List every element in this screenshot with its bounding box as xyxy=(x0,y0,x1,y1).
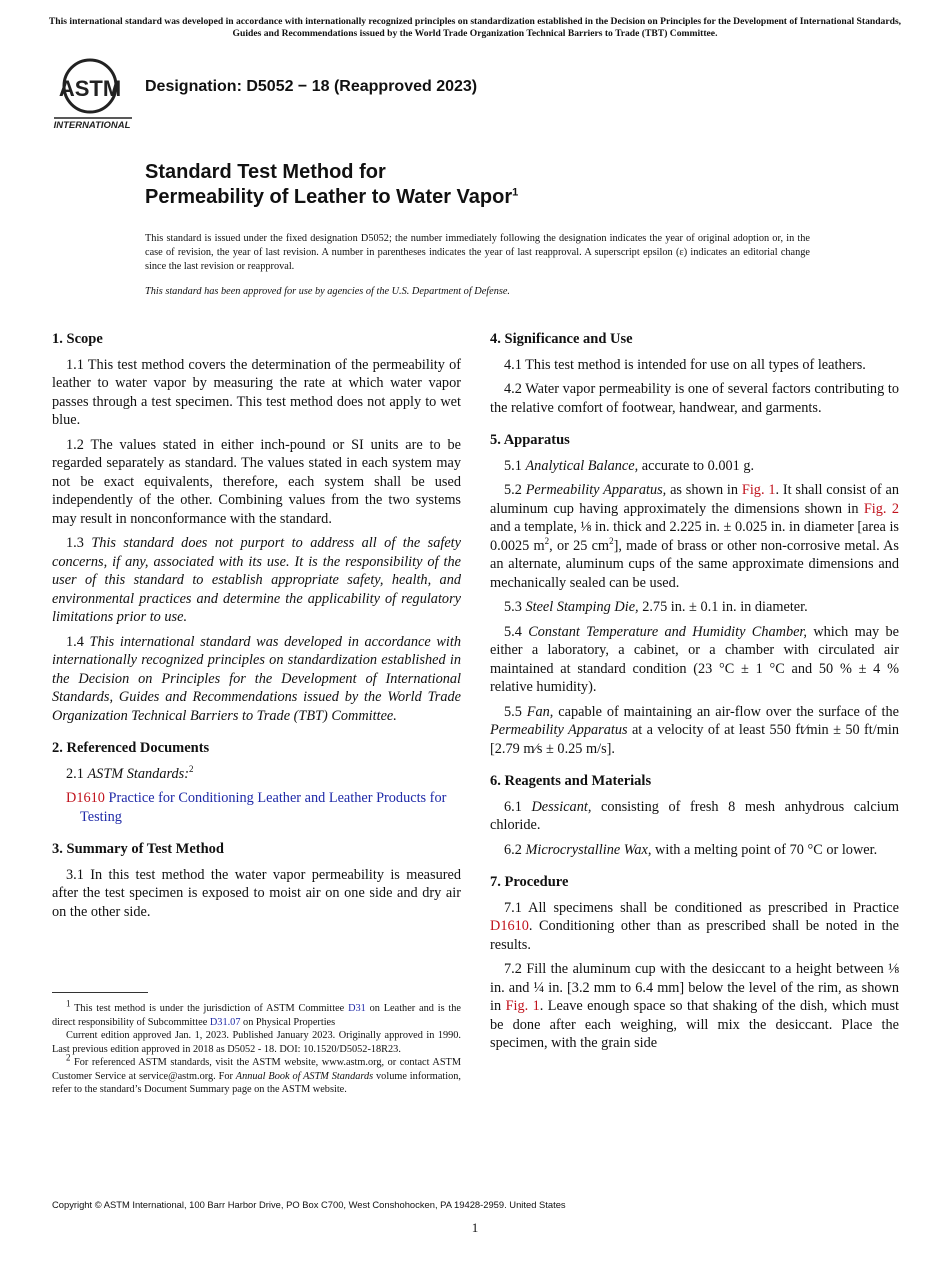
paragraph-4-1: 4.1 This test method is intended for use on all types of leathers. xyxy=(504,356,866,373)
section-heading-procedure: 7. Procedure xyxy=(490,874,569,890)
paragraph-1-2: 1.2 The values stated in either inch-pound or SI units are to be regarded separately as standard. The values stated in each system may not be exact equivalents, therefore, each system shall be used independently of the other. Combining values from the two systems may result in nonconformance with the standard. xyxy=(52,436,461,527)
p6-1-term: Dessicant, xyxy=(531,798,592,815)
designation: Designation: D5052 − 18 (Reapproved 2023) xyxy=(145,78,478,95)
section-heading-significance: 4. Significance and Use xyxy=(490,331,633,347)
footnotes xyxy=(52,998,461,1097)
paragraph-7-1 xyxy=(490,899,899,955)
reference-title-link[interactable]: Practice for Conditioning Leather and Leather Products for Testing xyxy=(80,790,447,825)
footnote-divider xyxy=(52,992,148,993)
page-title xyxy=(145,160,518,210)
paragraph-2-1-text: ASTM Standards: xyxy=(87,765,189,782)
p5-5-term2: Permeability Apparatus xyxy=(490,722,628,738)
p7-2-b: . Leave enough space so that shaking of the dish, which must be done after each weighing, will mix the desiccant. Place the specimen, with the grain side xyxy=(490,998,899,1051)
footnote-1-b: on Leather and is the direct responsibility of Subcommittee xyxy=(52,1003,461,1028)
logo-subtext: INTERNATIONAL xyxy=(53,120,131,131)
p5-2-term: Permeability Apparatus, xyxy=(525,482,667,498)
p5-4-text: which may be either a laboratory, a cabinet, or a chamber with circulated air maintained at standard condition (23 °C ± 1 °C and 50 % ± 4 % relative humidity). xyxy=(490,623,900,695)
paragraph-5-3 xyxy=(490,598,899,617)
footnote-1-c: on Physical Properties xyxy=(240,1016,336,1028)
footnote-edition: Current edition approved Jan. 1, 2023. Published January 2023. Originally approved in 1990. Last previous edition approved in 2018 as D5052 - 18. DOI: 10.1520/D5052-18R23. xyxy=(52,1030,461,1055)
reference-d1610[interactable] xyxy=(52,789,461,826)
p6-2-num: 6.2 xyxy=(504,841,526,858)
approval-statement: This standard has been approved for use by agencies of the U.S. Department of Defense. xyxy=(145,286,511,297)
footnote-2-a: For referenced ASTM standards, visit the ASTM website, www.astm.org, or contact ASTM Customer Service at service@astm.org. For xyxy=(52,1057,461,1082)
copyright: Copyright © ASTM International, 100 Barr Harbor Drive, PO Box C700, West Conshohocken, PA 19428-2959. United States xyxy=(52,1199,566,1210)
fig-1-link[interactable]: Fig. 1 xyxy=(741,482,776,498)
p5-2-sup2: 2 xyxy=(609,535,614,546)
p5-1-text: accurate to 0.001 g. xyxy=(638,457,755,474)
p7-1-a: 7.1 All specimens shall be conditioned as prescribed in Practice xyxy=(504,899,899,916)
paragraph-5-5 xyxy=(490,703,899,759)
paragraph-7-2 xyxy=(490,960,899,1053)
logo-text: ASTM xyxy=(58,76,122,101)
footnote-2-mark: 2 xyxy=(66,1052,71,1063)
footnote-1-a: This test method is under the jurisdiction of ASTM Committee xyxy=(70,1003,349,1014)
p6-2-text: with a melting point of 70 °C or lower. xyxy=(651,841,878,858)
title-line-2 xyxy=(145,185,518,210)
paragraph-5-2 xyxy=(490,481,899,592)
p5-2-a: as shown in xyxy=(666,482,742,498)
p5-3-term: Steel Stamping Die, xyxy=(525,599,639,615)
footnote-1-mark: 1 xyxy=(66,998,71,1009)
paragraph-5-4 xyxy=(490,623,899,697)
section-heading-apparatus: 5. Apparatus xyxy=(490,432,570,448)
p5-4-term: Constant Temperature and Humidity Chamber, xyxy=(528,623,807,640)
p5-5-term: Fan, xyxy=(526,703,554,720)
footnote-2-b: volume information, refer to the standard’s Document Summary page on the ASTM website. xyxy=(52,1070,461,1095)
p5-1-num: 5.1 xyxy=(504,457,526,474)
paragraph-2-1 xyxy=(52,765,461,784)
footnote-2-italic: Annual Book of ASTM Standards xyxy=(235,1070,374,1082)
p5-2-b: . It shall consist of an aluminum cup having approximately the dimensions shown in xyxy=(490,482,899,517)
fig-1-link-2[interactable]: Fig. 1 xyxy=(505,998,540,1014)
paragraph-1-3-text: This standard does not purport to address all of the safety concerns, if any, associated with its use. It is the responsibility of the user of this standard to establish appropriate safety, health, and environmental practices and determine the applicability of regulatory limitations prior to use. xyxy=(52,535,461,625)
p6-1-text: consisting of fresh 8 mesh anhydrous calcium chloride. xyxy=(490,798,899,833)
title-footnote-mark: 1 xyxy=(512,186,519,199)
paragraph-6-2 xyxy=(490,841,899,860)
p5-1-term: Analytical Balance, xyxy=(525,457,639,474)
title-line-1: Standard Test Method for xyxy=(145,161,386,183)
paragraph-2-1-num: 2.1 xyxy=(66,765,88,782)
right-column xyxy=(490,330,899,1059)
paragraph-4-2: 4.2 Water vapor permeability is one of several factors contributing to the relative comfort of footwear, handwear, and garments. xyxy=(490,381,899,416)
paragraph-3-1: 3.1 In this test method the water vapor permeability is measured after the test specimen is exposed to moist air on one side and dry air on the other side. xyxy=(52,866,461,920)
left-column xyxy=(52,330,461,927)
p5-5-b: at a velocity of at least 550 ft⁄min ± 50 ft/min [2.79 m⁄s ± 0.25 m/s]. xyxy=(490,722,899,757)
p7-2-a: 7.2 Fill the aluminum cup with the desiccant to a height between ⅛ in. and ¼ in. [3.2 mm to 6.4 mm] below the level of the rim, as shown in xyxy=(490,961,899,1014)
d1610-link[interactable]: D1610 xyxy=(490,918,529,934)
paragraph-1-1: 1.1 This test method covers the determination of the permeability of leather to water vapor by measuring the rate at which water vapor passes through a test specimen. This test method does not apply to wet blue. xyxy=(52,356,461,428)
astm-logo xyxy=(52,56,136,132)
p5-5-num: 5.5 xyxy=(504,703,527,720)
p5-3-text: 2.75 in. ± 0.1 in. in diameter. xyxy=(638,599,808,615)
paragraph-1-4-num: 1.4 xyxy=(66,633,90,650)
section-heading-reagents: 6. Reagents and Materials xyxy=(490,773,652,789)
paragraph-1-3 xyxy=(52,534,461,627)
paragraph-1-4-text: This international standard was developed in accordance with internationally recognized principles on standardization established in the Decision on Principles for the Development of International Standards, Guides and Recommendations issued by the World Trade Organization Technical Barriers to Trade (TBT) Committee. xyxy=(52,633,461,724)
p5-2-c: and a template, ⅛ in. thick and 2.225 in. ± 0.025 in. in diameter [area is 0.0025 m xyxy=(490,519,899,554)
committee-d31-link[interactable]: D31 xyxy=(348,1003,366,1014)
p5-2-d: , or 25 cm xyxy=(549,537,610,554)
p5-2-e: ], made of brass or other non-corrosive metal. As an alternate, aluminum cups of the same approximate dimensions and mechanically sealed can be used. xyxy=(490,537,899,591)
fig-2-link[interactable]: Fig. 2 xyxy=(863,500,899,517)
subcommittee-link[interactable]: D31.07 xyxy=(209,1016,241,1028)
paragraph-5-1 xyxy=(490,457,899,476)
p5-4-num: 5.4 xyxy=(504,623,529,640)
paragraph-6-1 xyxy=(490,798,899,835)
p7-1-b: . Conditioning other than as prescribed shall be noted in the results. xyxy=(490,918,899,953)
paragraph-2-1-sup: 2 xyxy=(189,763,194,774)
section-heading-scope: 1. Scope xyxy=(52,331,103,347)
issued-statement: This standard is issued under the fixed designation D5052; the number immediately following the designation indicates the year of original adoption or, in the case of revision, the year of last revision. A number in parentheses indicates the year of last reapproval. A superscript epsilon (ε) indicates an editorial change since the last revision or reapproval. xyxy=(145,233,810,272)
p6-2-term: Microcrystalline Wax, xyxy=(525,841,652,858)
section-heading-referenced: 2. Referenced Documents xyxy=(52,740,210,756)
page-number: 1 xyxy=(471,1220,479,1235)
p5-3-num: 5.3 xyxy=(504,599,526,615)
p5-2-sup1: 2 xyxy=(544,535,550,546)
reference-code-link[interactable]: D1610 xyxy=(66,790,105,806)
footnote-2 xyxy=(52,1052,461,1097)
p5-5-a: capable of maintaining an air-flow over the surface of the xyxy=(553,703,899,720)
footnote-1 xyxy=(52,998,461,1029)
paragraph-1-3-num: 1.3 xyxy=(66,535,92,551)
p6-1-num: 6.1 xyxy=(504,798,532,815)
paragraph-1-4 xyxy=(52,633,461,726)
title-line-2-text: Permeability of Leather to Water Vapor xyxy=(145,186,513,208)
p5-2-num: 5.2 xyxy=(504,482,526,498)
header-notice: This international standard was developed in accordance with internationally recognized principles on standardization established in the Decision on Principles for the Development of International Standards, Guides and Recommendations issued by the World Trade Organization Technical Barriers to Trade (TBT) Committee. xyxy=(48,16,902,39)
section-heading-summary: 3. Summary of Test Method xyxy=(52,841,224,857)
